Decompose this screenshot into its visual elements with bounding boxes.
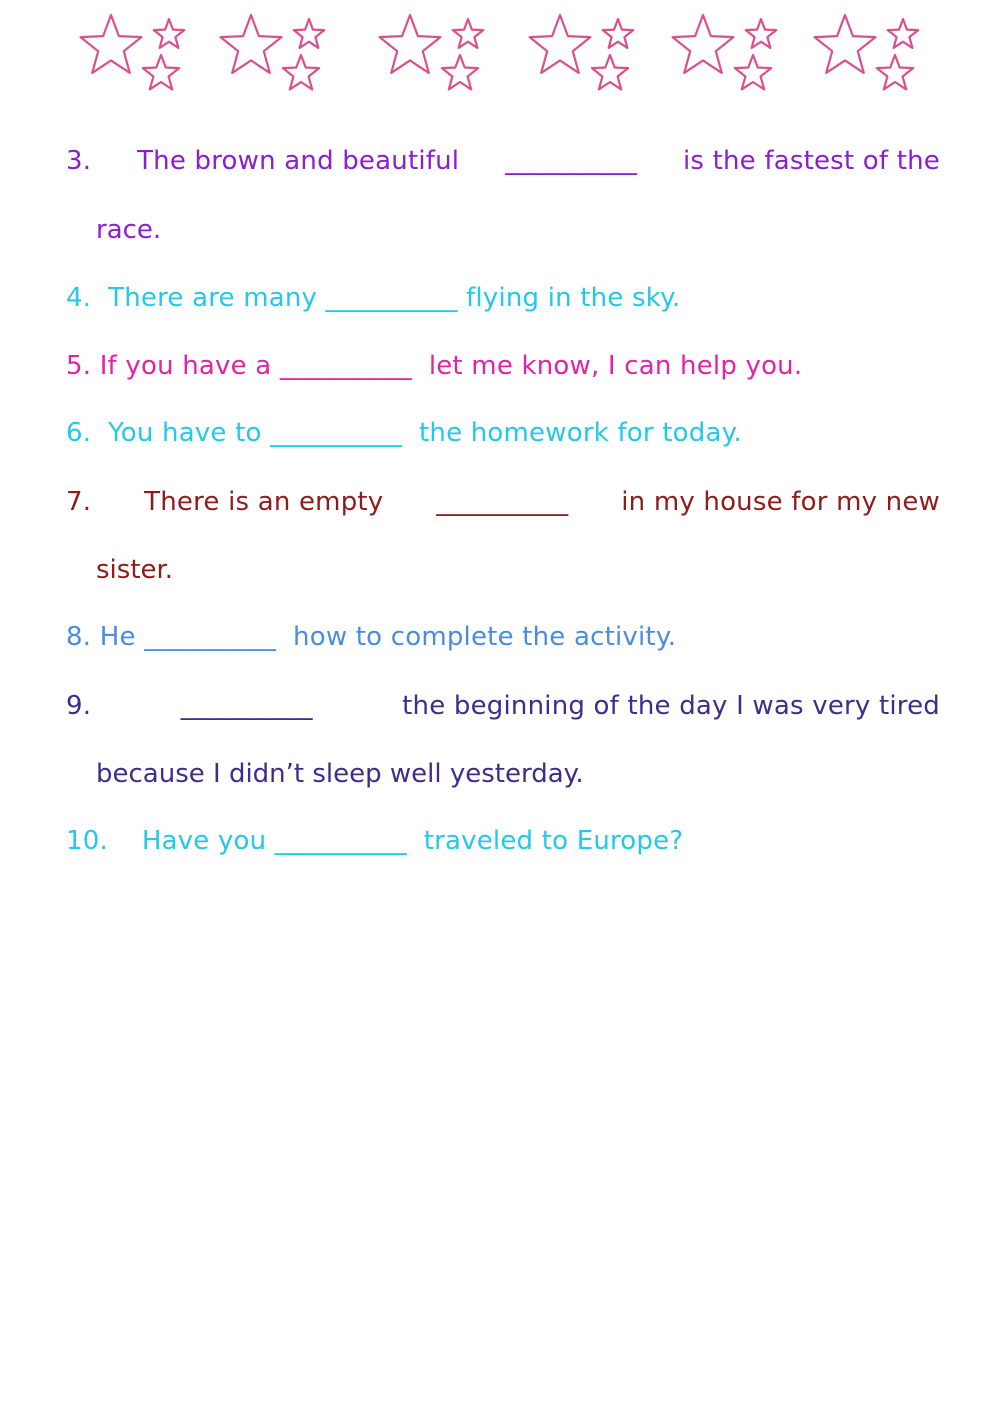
star-icon — [877, 55, 913, 89]
question-number: 7. — [66, 487, 92, 517]
question-number: 10. — [66, 826, 108, 856]
question-text-before: The brown and beautiful — [137, 146, 460, 176]
answer-blank[interactable]: __________ — [274, 826, 407, 856]
question-7-continuation: sister. — [96, 555, 174, 585]
question-9 — [66, 690, 940, 722]
star-icon — [143, 55, 179, 89]
star-icon — [592, 55, 628, 89]
question-text-after: the homework for today. — [419, 418, 742, 448]
question-text-after: traveled to Europe? — [423, 826, 684, 856]
star-icon — [888, 19, 918, 48]
star-icon — [603, 19, 633, 48]
question-text-before: There are many — [108, 283, 318, 313]
question-text-after: in my house for my new — [621, 487, 940, 517]
question-4 — [66, 282, 940, 314]
question-text-after: how to complete the activity. — [293, 622, 677, 652]
question-number: 8. — [66, 622, 92, 652]
star-icon — [81, 15, 142, 73]
answer-blank[interactable]: __________ — [144, 622, 277, 652]
question-6 — [66, 417, 940, 449]
star-icon — [442, 55, 478, 89]
question-text-after: the beginning of the day I was very tired — [402, 691, 940, 721]
star-icon — [283, 55, 319, 89]
answer-blank[interactable]: __________ — [325, 283, 458, 313]
question-text-before: Have you — [141, 826, 267, 856]
answer-blank[interactable]: __________ — [270, 418, 403, 448]
question-3 — [66, 145, 940, 177]
star-icon — [154, 19, 184, 48]
answer-blank[interactable]: __________ — [180, 691, 313, 721]
question-9-continuation: because I didn’t sleep well yesterday. — [96, 759, 584, 789]
question-number: 6. — [66, 418, 92, 448]
star-decoration-row — [0, 0, 1000, 110]
answer-blank[interactable]: __________ — [436, 487, 569, 517]
question-number: 3. — [66, 146, 92, 176]
star-icon — [453, 19, 483, 48]
question-10 — [66, 825, 940, 857]
question-text-after: is the fastest of the — [682, 146, 940, 176]
question-number: 4. — [66, 283, 92, 313]
star-icon — [735, 55, 771, 89]
question-text-before: There is an empty — [144, 487, 384, 517]
question-number: 5. — [66, 351, 92, 381]
star-icon — [221, 15, 282, 73]
star-icon — [294, 19, 324, 48]
question-5 — [66, 350, 940, 382]
question-3-continuation: race. — [96, 215, 162, 245]
star-icon — [746, 19, 776, 48]
star-icon — [380, 15, 441, 73]
answer-blank[interactable]: __________ — [505, 146, 638, 176]
question-number: 9. — [66, 691, 92, 721]
question-text-before: If you have a — [99, 351, 272, 381]
star-icon — [815, 15, 876, 73]
question-8 — [66, 621, 940, 653]
question-7 — [66, 486, 940, 518]
question-text-after: flying in the sky. — [466, 283, 681, 313]
star-icon — [673, 15, 734, 73]
answer-blank[interactable]: __________ — [279, 351, 412, 381]
star-icon — [530, 15, 591, 73]
question-text-after: let me know, I can help you. — [428, 351, 803, 381]
question-text-before: He — [99, 622, 136, 652]
question-text-before: You have to — [108, 418, 262, 448]
